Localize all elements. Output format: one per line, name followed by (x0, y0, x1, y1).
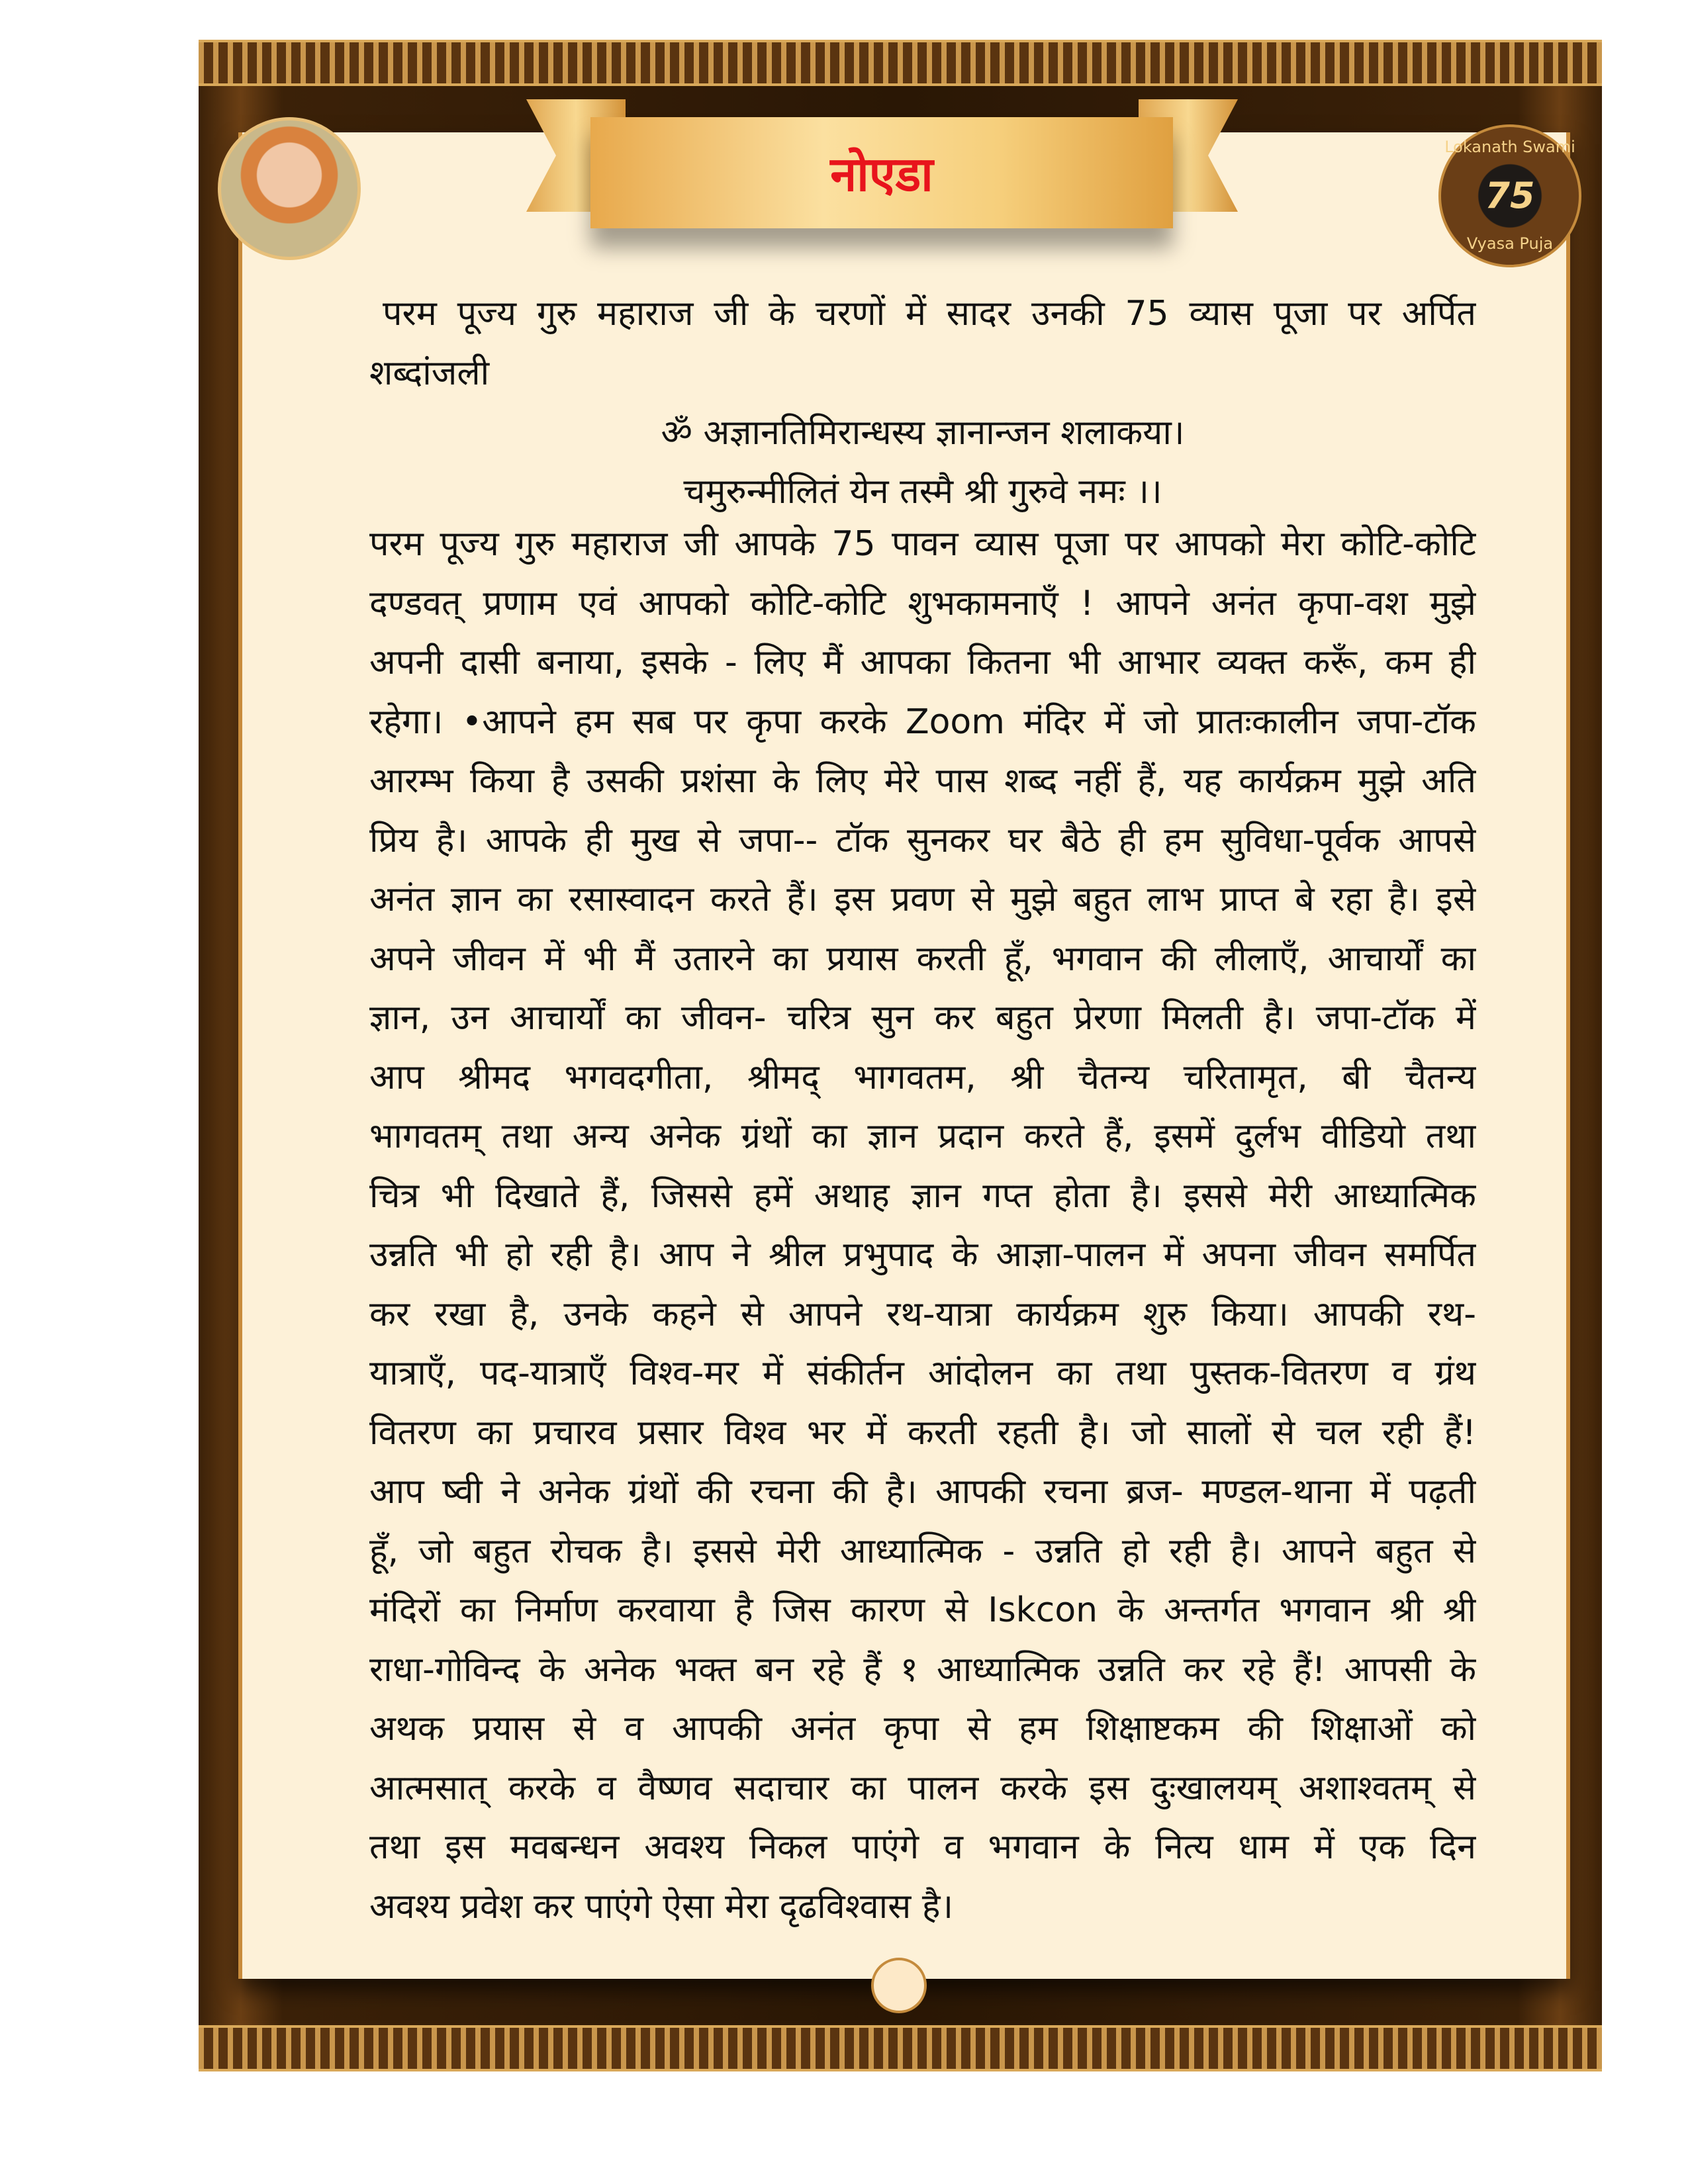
text-line: हूँ, जो बहुत रोचक है। इससे मेरी आध्यात्मिक - उन्नति हो रही है। आपने बहुत से (369, 1531, 1476, 1571)
text-line: अवश्य प्रवेश कर पाएंगे ऐसा मेरा दृढविश्वास है। (369, 1886, 954, 1927)
text-line: रहेगा। •आपने हम सब पर कृपा करके Zoom मंदिर में जो प्रातःकालीन जपा-टॉक (369, 702, 1476, 742)
text-line: चित्र भी दिखाते हैं, जिससे हमें अथाह ज्ञान गप्त होता है। इससे मेरी आध्यात्मिक (369, 1175, 1476, 1216)
dedication-intro (369, 285, 1476, 403)
text-line: मंदिरों का निर्माण करवाया है जिस कारण से Iskcon के अन्तर्गत भगवान श्री श्री (369, 1590, 1476, 1630)
top-decorative-border (199, 40, 1602, 86)
text-line: अपनी दासी बनाया, इसके - लिए मैं आपका कितना भी आभार व्यक्त करूँ, कम ही (369, 643, 1476, 682)
text-line: राधा-गोविन्द के अनेक भक्त बन रहे हैं १ आध्यात्मिक उन्नति कर रहे हैं! आपसी के (369, 1649, 1476, 1690)
guru-portrait-image (218, 117, 361, 260)
badge-line2: Vyasa Puja (1466, 234, 1554, 253)
text-line: आप ष्वी ने अनेक ग्रंथों की रचना की है। आपकी रचना ब्रज- मण्डल-थाना में पढ़ती (369, 1472, 1476, 1512)
text-line: परम पूज्य गुरु महाराज जी के चरणों में सादर उनकी 75 व्यास पूजा पर अर्पित (383, 294, 1476, 334)
bottom-decorative-border (199, 2025, 1602, 2071)
page-title: नोएडा (830, 146, 933, 202)
text-line: कर रखा है, उनके कहने से आपने रथ-यात्रा कार्यक्रम शुरु किया। आपकी रथ- (369, 1294, 1476, 1334)
decorative-circle (871, 1958, 927, 2013)
text-line: वितरण का प्रचारव प्रसार विश्व भर में करती रहती है। जो सालों से चल रही हैं! (369, 1412, 1476, 1453)
verse-line: चमुरुन्मीलितं येन तस्मै श्री गुरुवे नमः ।। (683, 472, 1162, 512)
text-line: परम पूज्य गुरु महाराज जी आपके 75 पावन व्यास पूजा पर आपको मेरा कोटि-कोटि (369, 524, 1476, 564)
badge-line1: Lokanath Swami (1444, 138, 1575, 156)
verse-line: ॐ अज्ञानतिमिरान्धस्य ज्ञानान्जन शलाकया। (661, 413, 1185, 453)
text-line: प्रिय है। आपके ही मुख से जपा-- टॉक सुनकर घर बैठे ही हम सुविधा-पूर्वक आपसे (369, 820, 1476, 860)
text-line: आप श्रीमद भगवदगीता, श्रीमद् भागवतम, श्री चैतन्य चरितामृत, बी चैतन्य (369, 1057, 1476, 1097)
text-line: आरम्भ किया है उसकी प्रशंसा के लिए मेरे पास शब्द नहीं हैं, यह कार्यक्रम मुझे अति (369, 761, 1476, 801)
text-line: ज्ञान, उन आचार्यों का जीवन- चरित्र सुन कर बहुत प्रेरणा मिलती है। जपा-टॉक में (369, 998, 1476, 1038)
text-line: तथा इस मवबन्धन अवश्य निकल पाएंगे व भगवान के नित्य धाम में एक दिन (369, 1827, 1476, 1867)
text-line: दण्डवत् प्रणाम एवं आपको कोटि-कोटि शुभकामनाएँ ! आपने अनंत कृपा-वश मुझे (369, 583, 1476, 623)
text-line: शब्दांजली (369, 353, 490, 393)
badge-number: 75 (1485, 175, 1535, 216)
sanskrit-verse (369, 404, 1476, 522)
vyasa-puja-75-badge-logo (1438, 124, 1581, 267)
text-line: भागवतम् तथा अन्य अनेक ग्रंथों का ज्ञान प्रदान करते हैं, इसमें दुर्लभ वीडियो तथा (369, 1116, 1476, 1156)
text-line: यात्राएँ, पद-यात्राएँ विश्व-मर में संकीर्तन आंदोलन का तथा पुस्तक-वितरण व ग्रंथ (369, 1353, 1476, 1393)
title-ribbon (590, 117, 1173, 228)
text-line: अनंत ज्ञान का रसास्वादन करते हैं। इस प्रवण से मुझे बहुत लाभ प्राप्त बे रहा है। इसे (369, 880, 1476, 919)
text-line: उन्नति भी हो रही है। आप ने श्रील प्रभुपाद के आज्ञा-पालन में अपना जीवन समर्पित (369, 1235, 1476, 1275)
text-line: अपने जीवन में भी मैं उतारने का प्रयास करती हूँ, भगवान की लीलाएँ, आचार्यों का (369, 938, 1476, 979)
text-line: आत्मसात् करके व वैष्णव सदाचार का पालन करके इस दुःखालयम् अशाश्वतम् से (369, 1768, 1476, 1808)
body-text (369, 515, 1476, 1936)
text-line: अथक प्रयास से व आपकी अनंत कृपा से हम शिक्षाष्टकम की शिक्षाओं को (369, 1709, 1476, 1749)
